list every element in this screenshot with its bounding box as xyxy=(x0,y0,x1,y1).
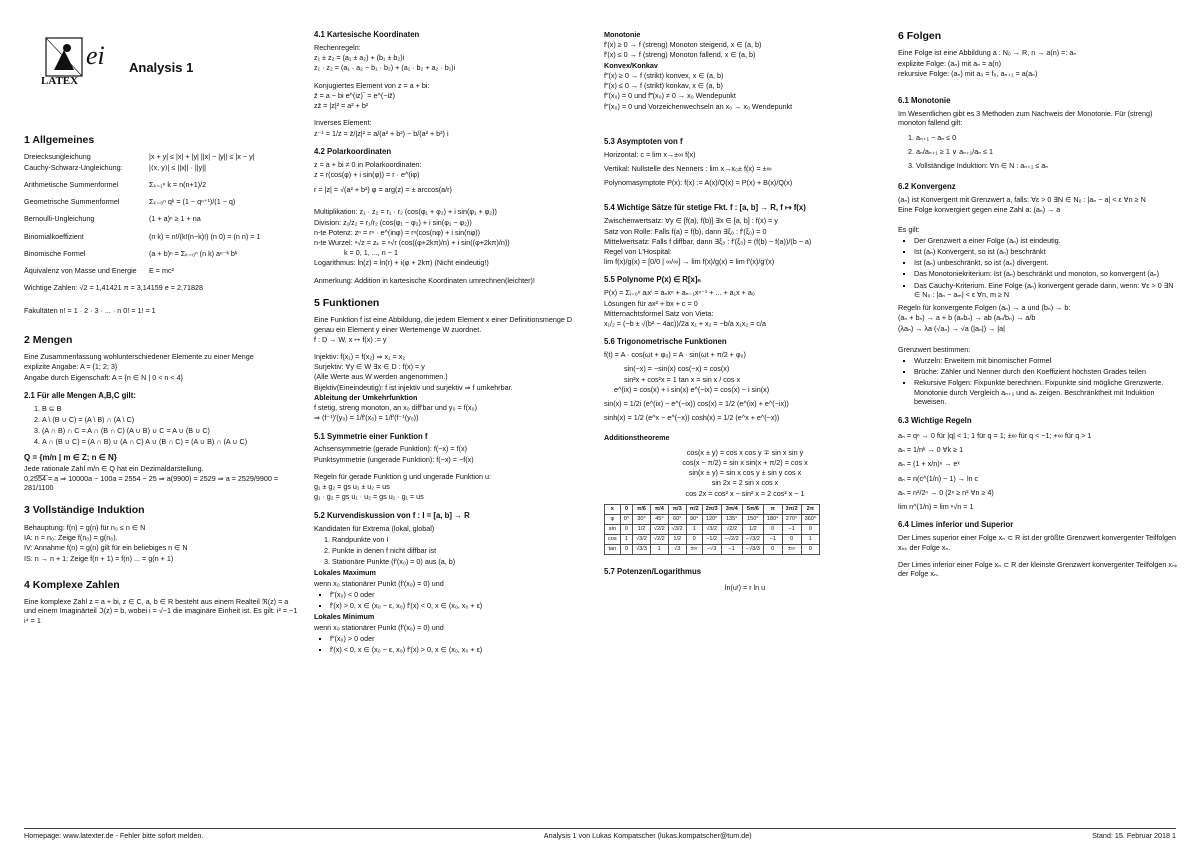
table-row xyxy=(605,544,820,554)
text-line: Vertikal: Nullstelle des Nenners : lim x→x₀± f(x) = ±∞ xyxy=(604,163,772,173)
formula-row xyxy=(24,266,298,275)
section-heading: 2 Mengen xyxy=(24,333,73,346)
column-3 xyxy=(604,22,886,593)
text-line: g₁ · g₂ = gs u₁ · u₂ = gs u₁ · g₁ = us xyxy=(314,492,424,502)
subsection-heading: 4.1 Kartesische Koordinaten xyxy=(314,30,420,39)
text-line: Angabe durch Eigenschaft: A = {n ∈ N | 0 < n < 4} xyxy=(24,372,183,382)
table-cell: 90° xyxy=(686,514,702,524)
list-item: 2. aₙ/aₙ₊₁ ≥ 1 ∨ aₙ₊₁/aₙ ≤ 1 xyxy=(916,147,1180,156)
text-line: f″(x) ≤ 0 → f (strikt) konkav, x ∈ (a, b) xyxy=(604,81,723,91)
subsection-heading: 5.5 Polynome P(x) ∈ R[x]ₙ xyxy=(604,275,701,285)
text-line: aₙ = n(c^(1/n) − 1) → ln c xyxy=(898,473,979,483)
trig-table xyxy=(604,504,820,555)
table-cell: π/4 xyxy=(650,504,668,514)
text-line: sin²x + cos²x = 1 tan x = sin x / cos x xyxy=(624,374,741,384)
table-cell: √3/2 xyxy=(702,524,721,534)
text-line: cos 2x = cos² x − sin² x = 2 cos² x − 1 xyxy=(685,488,805,498)
text-line: z = r(cos(φ) + i sin(φ)) = r · e^(iφ) xyxy=(314,169,420,179)
table-cell: π/2 xyxy=(686,504,702,514)
text-line: z⁻¹ = 1/z = z̄/|z|² = a/(a² + b²) − b/(a² + b²) i xyxy=(314,128,449,138)
table-cell: 360° xyxy=(801,514,820,524)
list-item: ▪ Das Cauchy-Kriterium. Eine Folge (aₙ) konvergent gerade dann, wenn: ∀ε > 0 ∃N ∈ N₀ : |aₙ − aₘ| < ε ∀n, m ≥ N xyxy=(914,281,1180,299)
formula: (n k) = n!/(k!(n−k)!) (n 0) = (n n) = 1 xyxy=(149,231,261,241)
text-line: wenn x₀ stationärer Punkt (f′(x₀) = 0) und xyxy=(314,622,444,632)
formula: Σₖ₌₀ⁿ qᵏ = (1 − qⁿ⁺¹)/(1 − q) xyxy=(149,197,236,207)
section-heading: 5 Funktionen xyxy=(314,296,380,309)
table-cell: −1 xyxy=(763,534,782,544)
text-line: lim f(x)/g(x) = [0/0 | ∞/∞] → lim f(x)/g(x) = lim f′(x)/g′(x) xyxy=(604,257,775,267)
text-line: Additionstheoreme xyxy=(604,432,670,442)
list-item: 2. A \ (B ∪ C) = (A \ B) ∩ (A \ C) xyxy=(42,415,298,424)
list-item: ▪ Der Grenzwert a einer Folge (aₙ) ist eindeutig. xyxy=(914,236,1180,245)
formula-row xyxy=(24,152,298,161)
text-line: z₁ · z₂ = (a₁ · a₂ − b₁ · b₂) + (a₁ · b₂ + a₂ · b₁)i xyxy=(314,63,456,73)
table-cell: 5π/6 xyxy=(742,504,763,514)
text-line: Mitternachtsformel Satz von Vieta: xyxy=(604,308,714,318)
text-line: wenn x₀ stationärer Punkt (f′(x₀) = 0) und xyxy=(314,578,444,588)
table-cell: 1/2 xyxy=(633,524,651,534)
table-cell: cos xyxy=(605,534,621,544)
subsection-heading: 6.4 Limes inferior und Superior xyxy=(898,520,1014,530)
list-item: 1. aₙ₊₁ − aₙ ≤ 0 xyxy=(916,133,1180,142)
text-line: IA: n = n₀: Zeige f(n₀) = g(n₀). xyxy=(24,533,118,543)
text-line: lim n^(1/n) = lim ⁿ√n = 1 xyxy=(898,502,974,512)
list-item: ▪ Rekursive Folgen: Fixpunkte berechnen. Fixpunkte sind mögliche Grenzwerte. Monotonie durch Vergleich aₙ₊₁ und aₙ zeigen. Beschränktheit mit Induktion beweisen. xyxy=(914,378,1180,406)
properties-list xyxy=(898,236,1180,299)
footer-right: Stand: 15. Februar 2018 1 xyxy=(1092,831,1176,840)
list-item: ▪ Brüche: Zähler und Nenner durch den Koeffizient höchsten Grades teilen xyxy=(914,367,1180,376)
text-line: sin 2x = 2 sin x cos x xyxy=(711,478,779,488)
text-line: explizite Folge: (aₙ) mit aₙ = a(n) xyxy=(898,58,1001,68)
table-cell: 180° xyxy=(763,514,782,524)
table-cell: 0 xyxy=(801,524,820,534)
table-cell: 0 xyxy=(782,534,801,544)
table-cell: 3π/2 xyxy=(782,504,801,514)
text-line: n-te Potenz: zⁿ = rⁿ · e^(inφ) = rⁿ(cos(nφ) + i sin(nφ)) xyxy=(314,227,481,237)
formula: (a + b)ⁿ = Σₖ₌₀ⁿ (n k) aⁿ⁻ᵏ bᵏ xyxy=(149,248,238,258)
table-cell: 1 xyxy=(650,544,668,554)
list-item: ▪ f″(x₀) > 0 oder xyxy=(330,634,584,643)
paragraph: Eine Funktion f ist eine Abbildung, die jedem Element x einer Definitionsmenge D genau ein Element y einer Wertemenge W zuordnet. xyxy=(314,315,573,334)
table-cell: √3/2 xyxy=(668,524,686,534)
text-line: f stetig, streng monoton, an x₀ diff'bar und y₀ = f(x₀) xyxy=(314,403,478,413)
formula: Σₖ₌₁ⁿ k = n(n+1)/2 xyxy=(149,179,207,189)
paragraph: Der Limes superior einer Folge xₙ ⊂ R ist der größte Grenzwert konvergenter Teilfolgen xₙₖ der Folge xₙ. xyxy=(898,533,1177,552)
text-line: Rechenregeln: xyxy=(314,42,361,52)
list-item: 1. B ⊆ B xyxy=(42,404,298,413)
table-cell: √3 xyxy=(668,544,686,554)
min-list xyxy=(314,634,584,654)
formula-row xyxy=(24,232,298,241)
text-line: explizite Angabe: A = {1; 2; 3} xyxy=(24,362,118,372)
table-cell: −√3 xyxy=(702,544,721,554)
table-cell: √3/2 xyxy=(633,534,651,544)
text-line: Polynomasymptote P(x): f(x) := A(x)/Q(x) = P(x) + B(x)/Q(x) xyxy=(604,178,793,188)
list-item: ▪ Wurzeln: Erweitern mit binomischer Formel xyxy=(914,356,1180,365)
text-line: f′(x) ≤ 0 → f (streng) Monoton fallend, x ∈ (a, b) xyxy=(604,50,756,60)
text-line: Grenzwert bestimmen: xyxy=(898,344,971,354)
text-line: Division: z₁/z₂ = r₁/r₂ (cos(φ₁ − φ₂) + i sin(φ₁ − φ₂)) xyxy=(314,217,472,227)
text-line: n-te Wurzel: ⁿ√z = zₖ = ⁿ√r (cos((φ+2kπ)/n) + i sin((φ+2kπ)/n)) xyxy=(314,238,510,247)
table-cell: sin xyxy=(605,524,621,534)
table-cell: 1 xyxy=(620,534,632,544)
formula: (1 + a)ⁿ ≥ 1 + na xyxy=(149,214,201,224)
text-line: rekursive Folge: (aₙ) mit a₀ = f₀, aₙ₊₁ = a(aₙ) xyxy=(898,68,1038,78)
table-cell: x xyxy=(605,504,621,514)
table-cell: √2/2 xyxy=(650,534,668,544)
paragraph: (aₙ) ist Konvergent mit Grenzwert a, falls: ∀ε > 0 ∃N ∈ N₀ : |aₙ − a| < ε ∀n ≥ N xyxy=(898,195,1146,205)
text-line: Jede rationale Zahl m/n ∈ Q hat ein Dezimaldarstellung. xyxy=(24,463,204,473)
formula-label: Bernoulli-Ungleichung xyxy=(24,214,95,224)
text-line: Regeln für gerade Funktion g und ungerade Funktion u: xyxy=(314,471,492,481)
formula-label: Äquivalenz von Masse und Energie xyxy=(24,265,137,275)
table-row xyxy=(605,504,820,514)
table-cell: 60° xyxy=(668,514,686,524)
table-cell: ±∞ xyxy=(782,544,801,554)
section-heading: 3 Vollständige Induktion xyxy=(24,504,145,517)
rational-def: Q = {m/n | m ∈ Z; n ∈ N} xyxy=(24,452,117,462)
list-item: ▪ f″(x₀) < 0 oder xyxy=(330,590,584,599)
text-line: Inverses Element: xyxy=(314,118,372,128)
text-line: Eine Zusammenfassung wohlunterschiedener Elemente zu einer Menge xyxy=(24,352,254,362)
text-line: aₙ = 1/nᵏ → 0 ∀k ≥ 1 xyxy=(898,445,964,455)
footer-left: Homepage: www.latexter.de - Fehler bitte sofort melden. xyxy=(24,831,204,840)
text-line: Injektiv: f(x₁) = f(x₂) ⇒ x₁ = x₂ xyxy=(314,351,406,361)
table-cell: √3/3 xyxy=(633,544,651,554)
section-heading: 4 Komplexe Zahlen xyxy=(24,578,120,591)
subsection-heading: 5.6 Trigonometrische Funktionen xyxy=(604,337,727,347)
table-cell: √2/2 xyxy=(650,524,668,534)
text-line: Es gilt: xyxy=(898,224,920,234)
list-item: ▪ f′(x) < 0, x ∈ (x₀ − ε, x₀) f′(x) > 0, x ∈ (x₀, x₀ + ε) xyxy=(330,645,584,654)
subsection-heading: 5.4 Wichtige Sätze für stetige Fkt. f : [a, b] → R, f ↦ f(x) xyxy=(604,203,806,213)
table-cell: √2/2 xyxy=(721,524,742,534)
table-cell: tan xyxy=(605,544,621,554)
table-cell: 2π xyxy=(801,504,820,514)
table-cell: 0° xyxy=(620,514,632,524)
text-line: Logarithmus: ln(z) = ln(r) + i(φ + 2kπ) (Nicht eindeutig!) xyxy=(314,258,489,268)
text-line: Lokales Maximum xyxy=(314,568,376,578)
table-cell: 0 xyxy=(620,504,632,514)
text-line: ⇒ (f⁻¹)′(y₀) = 1/f′(x₀) = 1/f′(f⁻¹(y₀)) xyxy=(314,413,419,423)
text-line: aₙ = (1 + x/n)ⁿ → eˣ xyxy=(898,459,960,469)
formula-label: Arithmetische Summenformel xyxy=(24,179,119,189)
list-item: 3. Stationäre Punkte (f′(x₀) = 0) aus (a, b) xyxy=(332,557,584,566)
table-cell: −1/2 xyxy=(702,534,721,544)
text-line: Horizontal: c = lim x→±∞ f(x) xyxy=(604,149,696,159)
table-cell: −√3/3 xyxy=(742,544,763,554)
section-heading: 1 Allgemeines xyxy=(24,134,95,146)
text-line: k = 0, 1, ..., n − 1 xyxy=(344,248,398,258)
subsection-heading: 5.3 Asymptoten von f xyxy=(604,136,683,146)
subsection-heading: 6.2 Konvergenz xyxy=(898,182,956,192)
formula-row xyxy=(24,214,298,223)
text-line: sin(x ± y) = sin x cos y ± sin y cos x xyxy=(688,468,802,478)
logo-text: LATEX xyxy=(41,75,79,86)
text-line: Punktsymmetrie (ungerade Funktion): f(−x) = −f(x) xyxy=(314,454,474,464)
text-line: Regeln für konvergente Folgen (aₙ) → a und (bₙ) → b: xyxy=(898,303,1071,313)
table-cell: 120° xyxy=(702,514,721,524)
table-row xyxy=(605,514,820,524)
text-line: Konvex/Konkav xyxy=(604,60,658,70)
table-cell: 270° xyxy=(782,514,801,524)
table-cell: 0 xyxy=(763,544,782,554)
svg-text:ei: ei xyxy=(86,41,105,70)
text-line: zz̄ = |z|² = a² + b² xyxy=(314,101,369,111)
table-cell: ±∞ xyxy=(686,544,702,554)
text-line: Multiplikation: z₁ · z₂ = r₁ · r₂ (cos(φ₁ + φ₂) + i sin(φ₁ + φ₂)) xyxy=(314,207,497,217)
text-line: 0,25̅5̅4̅ = a ⇒ 10000a − 100a = 2554 − 25 ⇒ a(9900) = 2529 ⇒ a = 2529/9900 = 281/1100 xyxy=(24,474,279,493)
footer-center: Analysis 1 von Lukas Kompatscher (lukas.kompatscher@tum.de) xyxy=(543,831,752,840)
text-line: P(x) = Σᵢ₌₀ⁿ aᵢxⁱ = aₙxⁿ + aₙ₋₁xⁿ⁻¹ + ... + a₁x + a₀ xyxy=(604,288,755,298)
table-cell: 1/2 xyxy=(668,534,686,544)
formula-label: Cauchy-Schwarz-Ungleichung: xyxy=(24,162,123,172)
table-cell: −√2/2 xyxy=(721,534,742,544)
subsection-heading: 4.2 Polarkoordinaten xyxy=(314,146,392,156)
table-cell: 0 xyxy=(801,544,820,554)
table-cell: 135° xyxy=(721,514,742,524)
text-line: e^(ix) = cos(x) + i sin(x) e^(−ix) = cos(x) − i sin(x) xyxy=(614,384,770,394)
page-title: Analysis 1 xyxy=(129,60,194,75)
text-line: aₙ = n²/2ⁿ → 0 (2ⁿ ≥ n² ∀n ≥ 4) xyxy=(898,487,994,497)
table-cell: 1 xyxy=(801,534,820,544)
formula-label: Dreiecksungleichung xyxy=(24,152,91,162)
column-2 xyxy=(314,22,584,656)
formula-label: Binomische Formel xyxy=(24,248,86,258)
paragraph: Eine komplexe Zahl z = a + bi, z ∈ C, a, b ∈ R besteht aus einem Realteil ℜ(z) = a und einem Imaginärteil ℑ(z) = b, wobei i = √−1 die imaginäre Einheit ist. Es gilt: i² = −1 i⁴ = 1 xyxy=(24,597,298,625)
list-item: ▪ Das Monotoniekriterium: Ist (aₙ) beschränkt und monoton, so konvergent (aₙ) xyxy=(914,269,1180,278)
text-line: Anmerkung: Addition in kartesische Koordinaten umrechnen(leichter)! xyxy=(314,275,535,285)
text-line: Mittelwertsatz: Falls f diffbar, dann ∃ξ₀ : f′(ξ₀) = (f(b) − f(a))/(b − a) xyxy=(604,236,812,246)
text-line: Bijektiv(Eineindeutig): f ist injektiv und surjektiv ⇒ f umkehrbar. xyxy=(314,382,513,392)
table-cell: 0 xyxy=(686,534,702,544)
formula-row xyxy=(24,249,298,258)
table-cell: 3π/4 xyxy=(721,504,742,514)
table-row xyxy=(605,524,820,534)
text-line: z₁ ± z₂ = (a₁ ± a₂) + (b₁ ± b₂)i xyxy=(314,53,405,63)
text-line: sin(x) = 1/2i (e^(ix) − e^(−ix)) cos(x) = 1/2 (e^(ix) + e^(−ix)) xyxy=(604,399,789,409)
subsection-heading: 6.3 Wichtige Regeln xyxy=(898,416,972,426)
text-line: Surjektiv: ∀y ∈ W ∃x ∈ D : f(x) = y xyxy=(314,362,425,372)
text-line: IS: n → n + 1: Zeige f(n + 1) = f(n) ... = g(n + 1) xyxy=(24,553,174,563)
table-cell: 0 xyxy=(763,524,782,534)
text-line: f : D → W, x ↦ f(x) := y xyxy=(314,334,387,344)
text-line: cos(x − π/2) = sin x sin(x + π/2) = cos x xyxy=(682,458,808,467)
table-row xyxy=(605,534,820,544)
table-cell: φ xyxy=(605,514,621,524)
candidate-list xyxy=(314,535,584,567)
table-cell: 0 xyxy=(620,524,632,534)
limit-methods-list xyxy=(898,356,1180,406)
column-1 xyxy=(24,122,298,626)
list-item: 1. Randpunkte von I xyxy=(332,535,584,544)
table-cell: π xyxy=(763,504,782,514)
table-cell: −1 xyxy=(721,544,742,554)
table-cell: π/3 xyxy=(668,504,686,514)
subsection-heading: 5.7 Potenzen/Logarithmus xyxy=(604,566,702,576)
table-cell: π/6 xyxy=(633,504,651,514)
text-line: x₁/₂ = (−b ± √(b² − 4ac))/2a x₁ + x₂ = −b/a x₁x₂ = c/a xyxy=(604,319,766,329)
text-line: Behauptung: f(n) = g(n) für n₀ ≤ n ∈ N xyxy=(24,522,146,532)
paragraph: Im Wesentlichen gibt es 3 Methoden zum Nachweis der Monotonie. Für (streng) monoton fallend gilt: xyxy=(898,109,1153,128)
text-line: z = a + bi ≠ 0 in Polarkoordinaten: xyxy=(314,159,422,169)
subsection-heading: 5.2 Kurvendiskussion von f : I = [a, b] → R xyxy=(314,510,470,520)
text-line: Eine Folge konvergiert gegen eine Zahl a: (aₙ) → a xyxy=(898,205,1061,215)
formula-row xyxy=(24,197,298,206)
text-line: Satz von Rolle: Falls f(a) = f(b), dann ∃ξ₀ : f′(ξ₀) = 0 xyxy=(604,226,767,236)
set-rules-list xyxy=(24,404,298,447)
column-4 xyxy=(898,22,1180,579)
text-line: f″(x₀) = 0 und Vorzeichenwechseln an x₀ → x₀ Wendepunkt xyxy=(604,101,793,111)
text-line: IV: Annahme f(n) = g(n) gilt für ein beliebiges n ∈ N xyxy=(24,543,188,553)
footer xyxy=(24,828,1176,840)
subsection-heading: 2.1 Für alle Mengen A,B,C gilt: xyxy=(24,390,136,400)
table-cell: 45° xyxy=(650,514,668,524)
table-cell: 30° xyxy=(633,514,651,524)
text-line: Ableitung der Umkehrfunktion xyxy=(314,392,418,402)
text-line: cos(x ± y) = cos x cos y ∓ sin x sin y xyxy=(686,447,804,457)
text-line: r = |z| = √(a² + b²) φ = arg(z) = ± arccos(a/r) xyxy=(314,185,452,195)
table-cell: 2π/3 xyxy=(702,504,721,514)
section-heading: 6 Folgen xyxy=(898,30,942,42)
text-line: (λaₙ) → λa (√aₙ) → √a (|aₙ|) → |a| xyxy=(898,323,1006,333)
table-cell: 0 xyxy=(620,544,632,554)
constants: Wichtige Zahlen: √2 = 1,41421 π = 3,14159 e = 2,71828 xyxy=(24,283,203,293)
subsection-heading: 5.1 Symmetrie einer Funktion f xyxy=(314,431,428,441)
text-line: sin(−x) = −sin(x) cos(−x) = cos(x) xyxy=(624,364,730,374)
text-line: Lösungen für ax² + bx + c = 0 xyxy=(604,298,698,308)
text-line: aₙ = qⁿ → 0 für |q| < 1; 1 für q = 1; ±∞ für q < −1; +∞ für q > 1 xyxy=(898,431,1092,441)
list-item: 4. A ∩ (B ∪ C) = (A ∩ B) ∪ (A ∩ C) A ∪ (B ∩ C) = (A ∪ B) ∩ (A ∪ C) xyxy=(42,437,298,446)
text-line: z̄ = a − bi e^(iz)‾ = e^(−iz̄) xyxy=(314,90,396,100)
formula-row xyxy=(24,180,298,189)
paragraph: Der Limes inferior einer Folge xₙ ⊂ R der kleinste Grenzwert konvergenter Teilfolgen xₙₖ der Folge xₙ. xyxy=(898,559,1178,578)
table-cell: 1 xyxy=(686,524,702,534)
table-cell: 1/2 xyxy=(742,524,763,534)
list-item: ▪ Ist (aₙ) unbeschränkt, so ist (aₙ) divergent. xyxy=(914,258,1180,267)
list-item: ▪ f′(x) > 0, x ∈ (x₀ − ε, x₀) f′(x) < 0, x ∈ (x₀, x₀ + ε) xyxy=(330,601,584,610)
subsection-heading: 6.1 Monotonie xyxy=(898,96,951,106)
text-line: g₁ ± g₂ = gs u₁ ± u₂ = us xyxy=(314,482,390,492)
max-list xyxy=(314,590,584,610)
text-line: (Alle Werte aus W werden angenommen.) xyxy=(314,372,448,382)
text-line: Achsensymmetrie (gerade Funktion): f(−x) = f(x) xyxy=(314,444,467,454)
formula-label: Binomialkoeffizient xyxy=(24,231,84,241)
text-line: f″(x) ≥ 0 → f (strikt) konvex, x ∈ (a, b) xyxy=(604,70,724,80)
text-line: Zwischenwertsatz: ∀y ∈ [f(a), f(b)] ∃x ∈ [a, b] : f(x) = y xyxy=(604,216,778,226)
text-line: Monotonie xyxy=(604,30,641,39)
text-line: Regel von L'Hospital: xyxy=(604,247,672,256)
formula: E = mc² xyxy=(149,265,174,275)
table-cell: −√3/2 xyxy=(742,534,763,544)
text-line: f(t) = A · cos(ωt + φ₀) = A · sin(ωt + π/2 + φ₀) xyxy=(604,350,746,360)
text-line: Konjugiertes Element von z = a + bi: xyxy=(314,80,430,90)
list-item: 3. (A ∩ B) ∩ C = A ∩ (B ∩ C) (A ∪ B) ∪ C = A ∪ (B ∪ C) xyxy=(42,426,298,435)
formula: |x + y| ≤ |x| + |y| ||x| − |y|| ≤ |x − y| xyxy=(149,152,255,162)
text-line: Kandidaten für Extrema (lokal, global) xyxy=(314,523,435,533)
table-cell: 150° xyxy=(742,514,763,524)
text-line: sinh(x) = 1/2 (e^x − e^(−x)) cosh(x) = 1/2 (e^x + e^(−x)) xyxy=(604,413,780,423)
text-line: f′(x) ≥ 0 → f (streng) Monoton steigend, x ∈ (a, b) xyxy=(604,40,762,50)
text-line: f″(x₀) = 0 und f‴(x₀) ≠ 0 → x₀ Wendepunkt xyxy=(604,91,736,101)
latex-logo xyxy=(40,30,116,86)
factorial: Fakultäten n! = 1 · 2 · 3 · ... · n 0! = 1! = 1 xyxy=(24,306,156,316)
formula-label: Geometrische Summenformel xyxy=(24,197,120,207)
list-item: ▪ Ist (aₙ) Konvergent, so ist (aₙ) beschränkt xyxy=(914,247,1180,256)
text-line: Lokales Minimum xyxy=(314,612,375,622)
formula-row xyxy=(24,163,298,172)
text-line: (aₙ + bₙ) → a + b (aₙbₙ) → ab (aₙ/bₙ) → a/b xyxy=(898,313,1036,323)
table-cell: −1 xyxy=(782,524,801,534)
list-item: 2. Punkte in denen f nicht diffbar ist xyxy=(332,546,584,555)
formula: |⟨x, y⟩| ≤ ||x|| · ||y|| xyxy=(149,162,206,172)
text-line: Eine Folge ist eine Abbildung a : N₀ → R, n → a(n) =: aₙ xyxy=(898,48,1077,58)
list-item: 3. Vollständige Induktion: ∀n ∈ N : aₙ₊₁ ≤ aₙ xyxy=(916,161,1180,170)
text-line: ln(uʳ) = r ln u xyxy=(724,582,766,592)
monotonie-list xyxy=(898,133,1180,171)
